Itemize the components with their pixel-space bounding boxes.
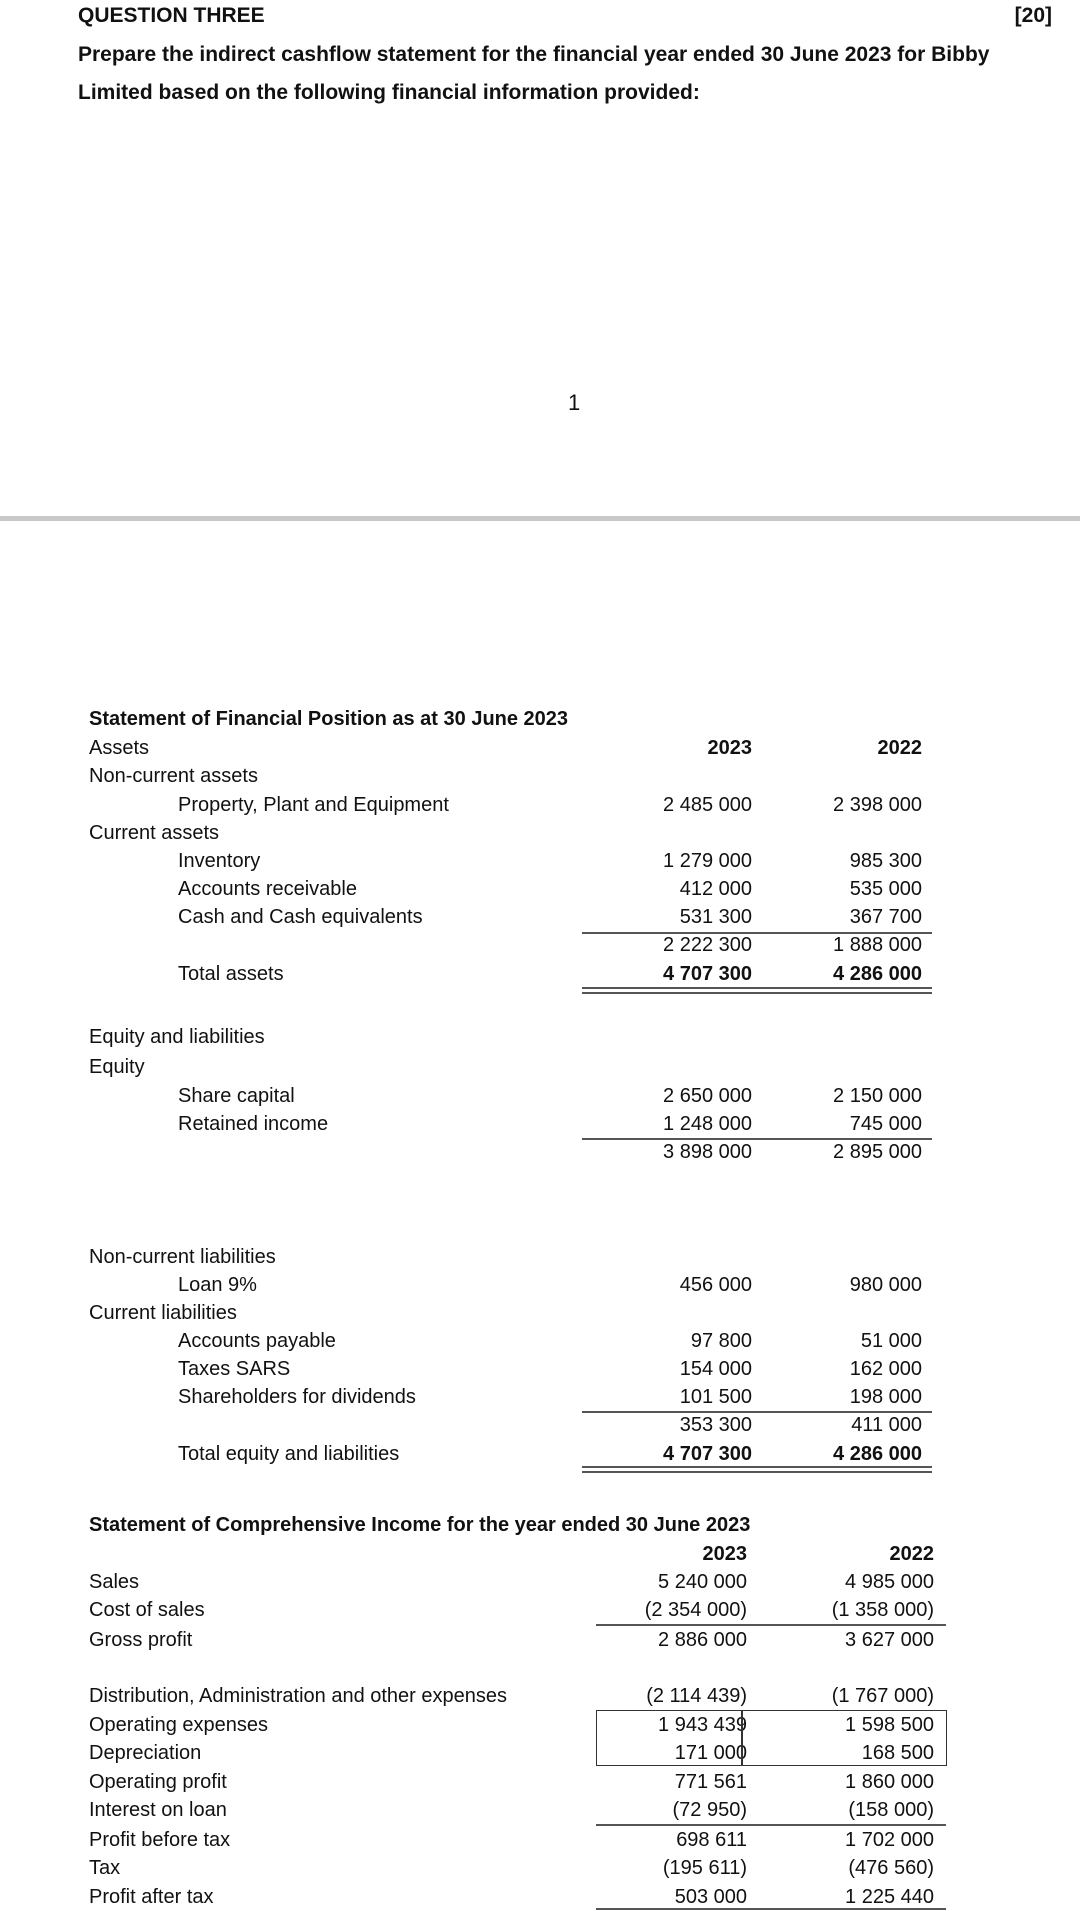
rule <box>582 932 932 934</box>
sci-value-2023: 503 000 <box>674 1886 747 1908</box>
sci-value-2022: (1 358 000) <box>831 1599 934 1621</box>
sfp-value-2023: 97 800 <box>690 1330 752 1352</box>
sci-col-2022: 2022 <box>889 1543 934 1565</box>
sci-value-2022: 1 860 000 <box>845 1771 934 1793</box>
sfp-value-2023: 4 707 300 <box>663 963 752 985</box>
sci-row-label: Sales <box>89 1571 140 1593</box>
sfp-row-label: Current assets <box>89 822 220 844</box>
double-rule <box>582 1466 932 1473</box>
sfp-value-2022: 51 000 <box>860 1330 922 1352</box>
sfp-value-2022: 411 000 <box>851 1414 922 1436</box>
sfp-value-2022: 2 150 000 <box>833 1085 922 1107</box>
sfp-row-label: Retained income <box>178 1113 329 1135</box>
sfp-value-2022: 980 000 <box>849 1274 922 1296</box>
sci-row-label: Operating expenses <box>89 1714 269 1736</box>
sci-value-2022: 1 598 500 <box>845 1714 934 1736</box>
sfp-row-label: Accounts payable <box>178 1330 336 1352</box>
sci-value-2022: 4 985 000 <box>845 1571 934 1593</box>
sci-value-2023: 1 943 439 <box>658 1714 747 1736</box>
sfp-value-2022: 4 286 000 <box>833 963 922 985</box>
sci-value-2022: 1 225 440 <box>845 1886 934 1908</box>
question-marks: [20] <box>1014 4 1052 27</box>
sfp-value-2022: 535 000 <box>849 878 922 900</box>
sfp-value-2022: 2 895 000 <box>833 1141 922 1163</box>
sfp-value-2022: 1 888 000 <box>833 934 922 956</box>
sfp-row-label: Property, Plant and Equipment <box>178 794 449 816</box>
rule <box>582 1411 932 1413</box>
question-text-line-2: Limited based on the following financial information provided: <box>78 81 700 104</box>
sci-title: Statement of Comprehensive Income for the year ended 30 June 2023 <box>89 1514 751 1536</box>
rule <box>582 1138 932 1140</box>
sfp-value-2023: 531 300 <box>679 906 752 928</box>
sfp-value-2023: 1 279 000 <box>663 850 752 872</box>
sfp-value-2023: 101 500 <box>679 1386 752 1408</box>
sfp-row-label: Non-current liabilities <box>89 1246 276 1268</box>
sci-row-label: Operating profit <box>89 1771 227 1793</box>
sfp-value-2022: 162 000 <box>849 1358 922 1380</box>
sci-value-2022: (1 767 000) <box>831 1685 934 1707</box>
sci-value-2022: 168 500 <box>861 1742 934 1764</box>
sfp-row-label: Assets <box>89 737 150 759</box>
sci-value-2023: 2 886 000 <box>658 1629 747 1651</box>
sci-row-label: Distribution, Administration and other expenses <box>89 1685 508 1707</box>
question-text-line-1: Prepare the indirect cashflow statement for the financial year ended 30 June 2023 for Bibby <box>78 43 990 66</box>
sci-row-label: Depreciation <box>89 1742 202 1764</box>
page-number: 1 <box>568 390 581 415</box>
sci-value-2023: 5 240 000 <box>658 1571 747 1593</box>
sci-value-2022: (158 000) <box>848 1799 934 1821</box>
sfp-value-2023: 2 222 300 <box>663 934 752 956</box>
sfp-value-2022: 367 700 <box>849 906 922 928</box>
sci-value-2023: (2 114 439) <box>646 1685 747 1707</box>
sfp-value-2023: 456 000 <box>679 1274 752 1296</box>
sfp-value-2023: 4 707 300 <box>663 1443 752 1465</box>
rule <box>596 1824 946 1826</box>
sfp-value-2023: 3 898 000 <box>663 1141 752 1163</box>
sfp-value-2023: 2 485 000 <box>663 794 752 816</box>
sfp-row-label: Equity and liabilities <box>89 1026 265 1048</box>
sfp-row-label: Cash and Cash equivalents <box>178 906 423 928</box>
sfp-value-2023: 154 000 <box>679 1358 752 1380</box>
sci-value-2023: (72 950) <box>672 1799 747 1821</box>
sfp-row-label: Taxes SARS <box>178 1358 291 1380</box>
sfp-row-label: Loan 9% <box>178 1274 257 1296</box>
page-separator <box>0 516 1080 521</box>
expense-box-2023 <box>596 1710 743 1766</box>
sfp-value-2022: 4 286 000 <box>833 1443 922 1465</box>
double-rule <box>582 987 932 994</box>
sci-row-label: Profit before tax <box>89 1829 231 1851</box>
sfp-value-2023: 412 000 <box>679 878 752 900</box>
sfp-value-2023: 353 300 <box>679 1414 752 1436</box>
sfp-value-2022: 198 000 <box>849 1386 922 1408</box>
sfp-value-2023: 1 248 000 <box>663 1113 752 1135</box>
sfp-value-2022: 745 000 <box>849 1113 922 1135</box>
sci-value-2023: 171 000 <box>674 1742 747 1764</box>
sci-value-2023: (2 354 000) <box>644 1599 747 1621</box>
sci-row-label: Profit after tax <box>89 1886 214 1908</box>
sci-row-label: Interest on loan <box>89 1799 227 1821</box>
sci-value-2023: (195 611) <box>662 1857 747 1879</box>
sfp-row-label: Non-current assets <box>89 765 258 787</box>
sfp-row-label: Shareholders for dividends <box>178 1386 416 1408</box>
sfp-row-label: Share capital <box>178 1085 295 1107</box>
sfp-value-2023: 2 650 000 <box>663 1085 752 1107</box>
sfp-row-label: Inventory <box>178 850 261 872</box>
sci-value-2022: 3 627 000 <box>845 1629 934 1651</box>
sci-value-2022: (476 560) <box>848 1857 934 1879</box>
question-title: QUESTION THREE <box>78 4 265 27</box>
sci-value-2023: 771 561 <box>674 1771 747 1793</box>
rule <box>596 1624 946 1626</box>
sfp-row-label: Accounts receivable <box>178 878 357 900</box>
rule <box>596 1908 946 1910</box>
sci-row-label: Tax <box>89 1857 121 1879</box>
sci-value-2022: 1 702 000 <box>845 1829 934 1851</box>
sfp-value-2022: 985 300 <box>849 850 922 872</box>
sci-value-2023: 698 611 <box>676 1829 747 1851</box>
sfp-row-label: Total equity and liabilities <box>178 1443 400 1465</box>
sfp-row-label: Equity <box>89 1056 145 1078</box>
sfp-col-2022: 2022 <box>877 737 922 759</box>
sfp-value-2022: 2 398 000 <box>833 794 922 816</box>
sci-col-2023: 2023 <box>702 1543 747 1565</box>
sci-row-label: Cost of sales <box>89 1599 205 1621</box>
sci-row-label: Gross profit <box>89 1629 193 1651</box>
sfp-row-label: Total assets <box>178 963 284 985</box>
sfp-col-2023: 2023 <box>707 737 752 759</box>
sfp-row-label: Current liabilities <box>89 1302 237 1324</box>
expense-box-2022 <box>741 1710 947 1766</box>
sfp-title: Statement of Financial Position as at 30 June 2023 <box>89 708 569 730</box>
